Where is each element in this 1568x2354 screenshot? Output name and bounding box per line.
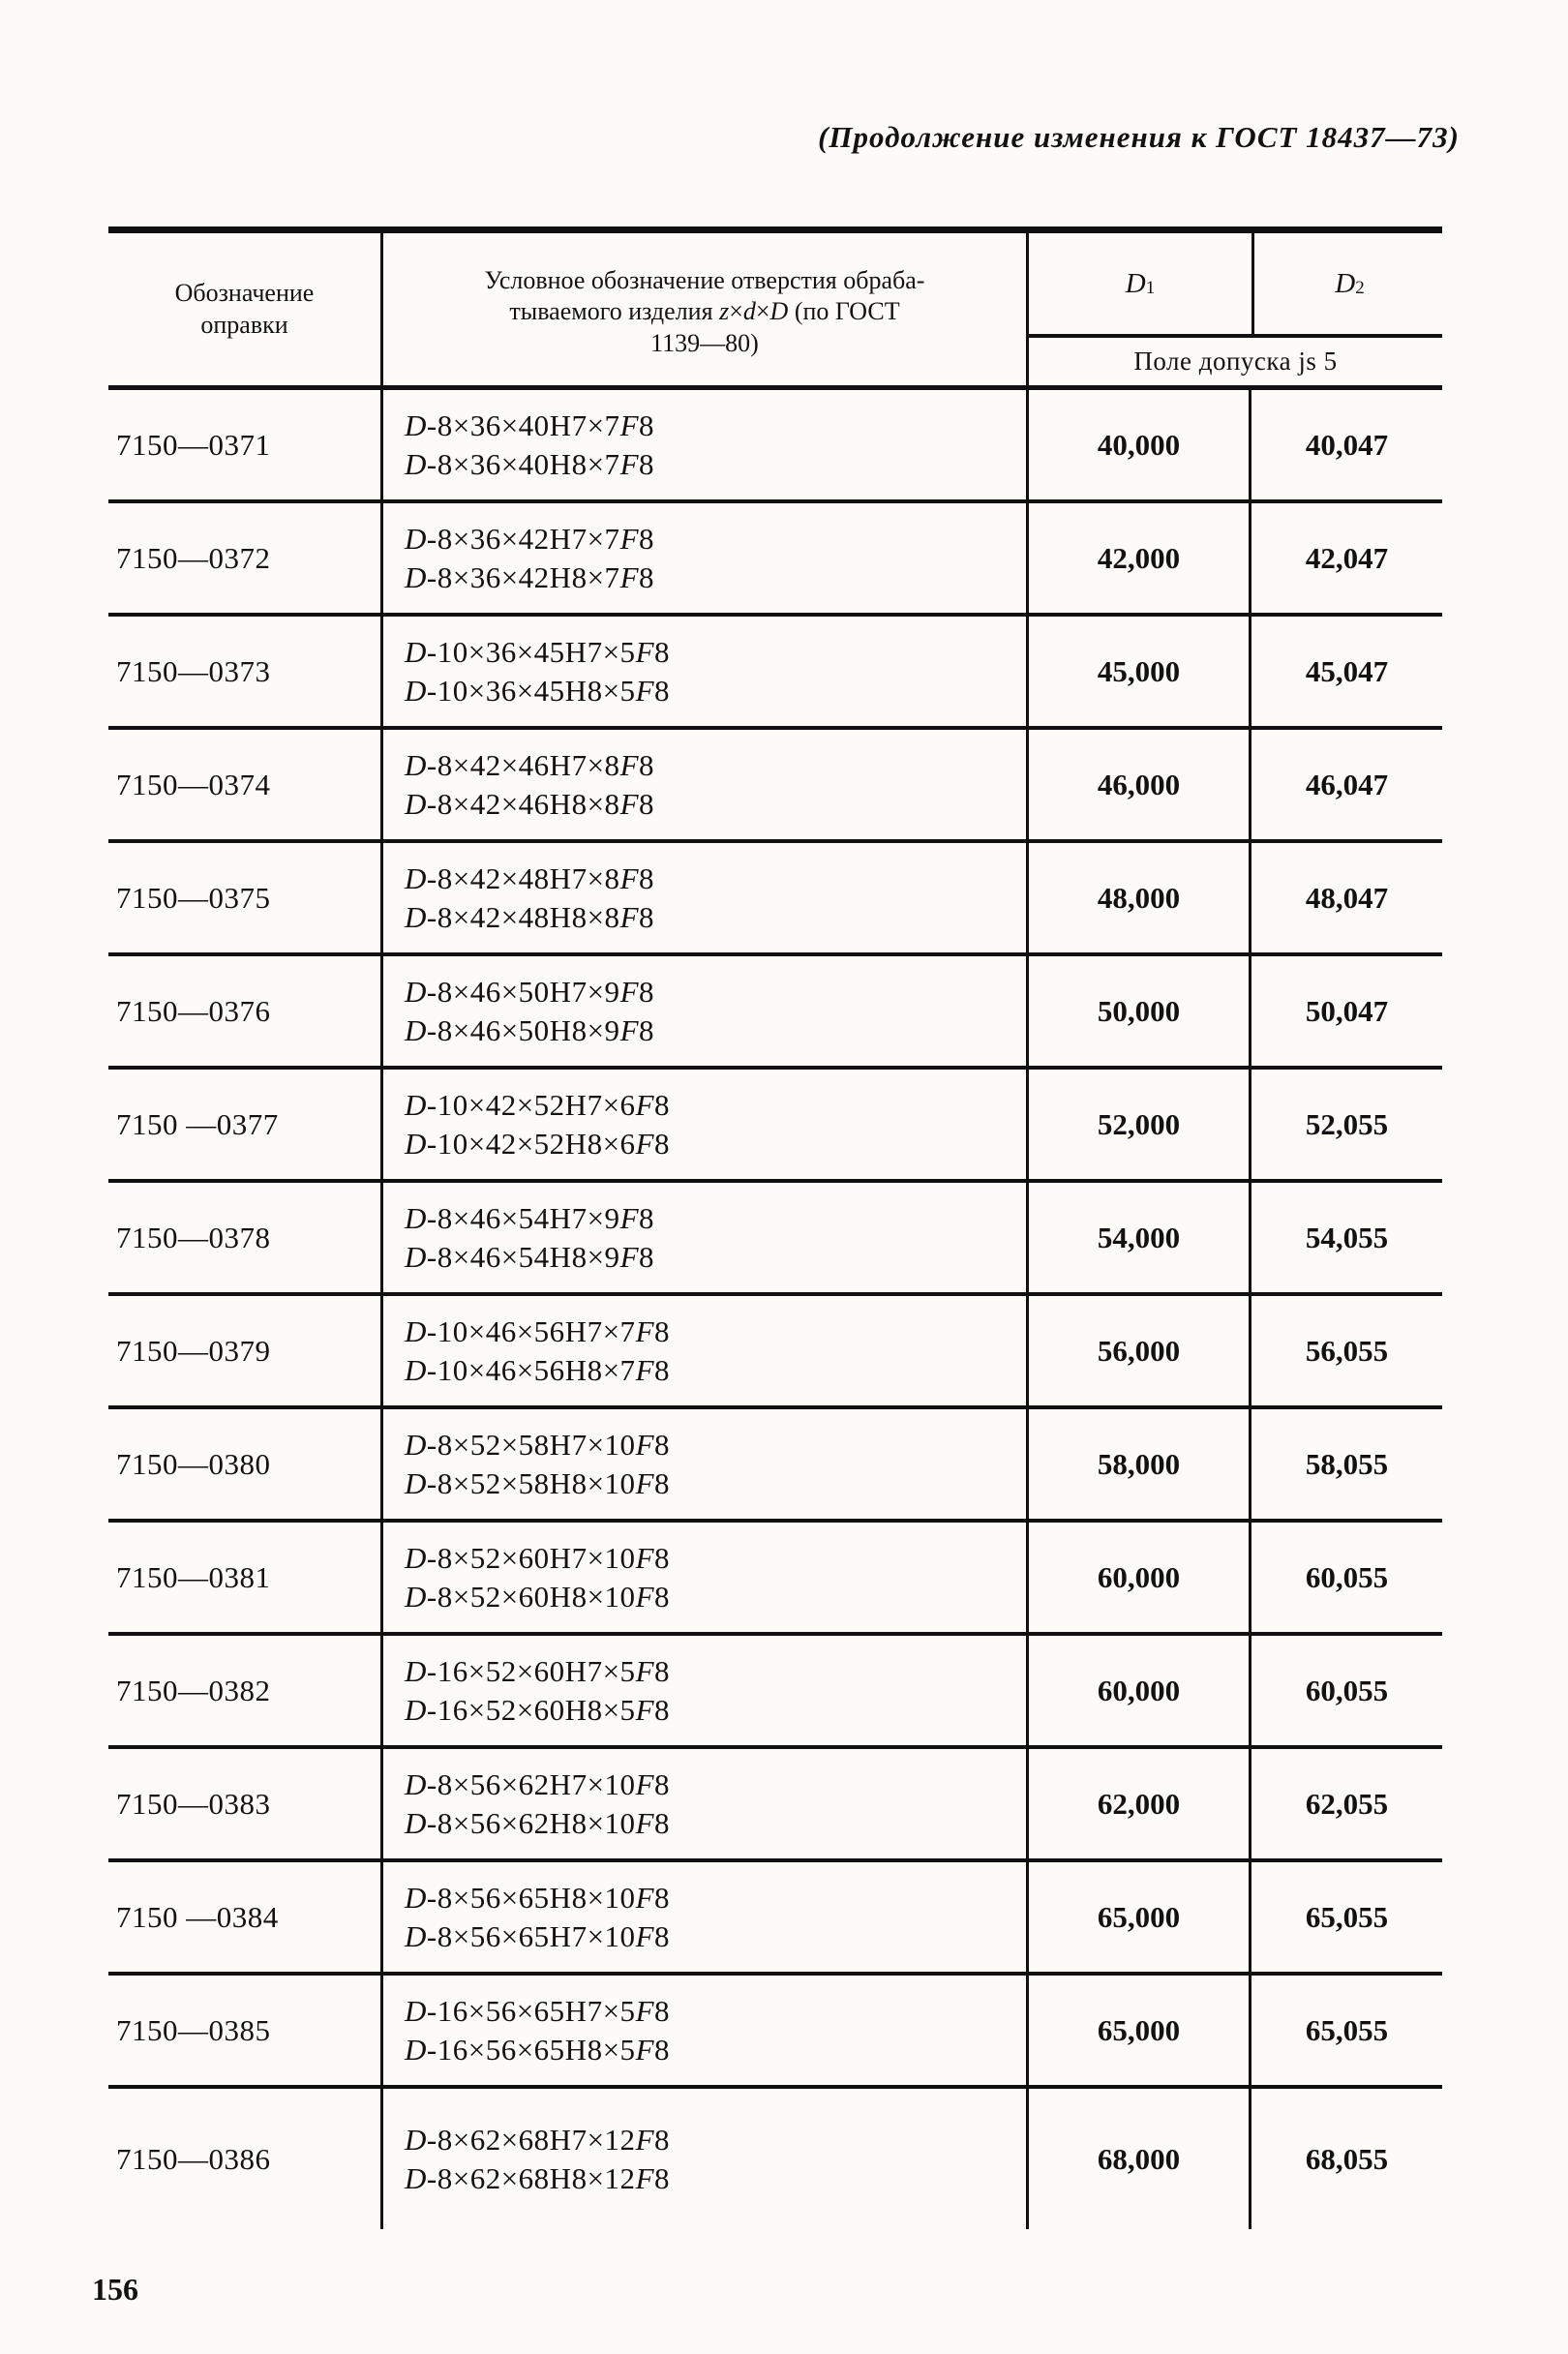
designation-cell xyxy=(380,1409,1026,1519)
designation-line-h7: D-16×56×65H7×5F8 xyxy=(405,1993,670,2028)
designation-line-h8: D-8×56×62H8×10F8 xyxy=(405,1805,670,1840)
mandrel-mark-cell: 7150—0373 xyxy=(116,653,271,688)
d1-value-cell: 56,000 xyxy=(1026,1296,1249,1405)
designation-line-h8: D-8×56×65H7×10F8 xyxy=(405,1918,670,1953)
d1-value-cell: 58,000 xyxy=(1026,1409,1249,1519)
continuation-note: (Продолжение изменения к ГОСТ 18437—73) xyxy=(818,120,1460,154)
designation-cell xyxy=(380,1636,1026,1745)
designation-line-h7: D-8×46×50H7×9F8 xyxy=(405,974,654,1009)
d2-subscript: 2 xyxy=(1355,277,1365,298)
mandrel-mark-cell: 7150—0374 xyxy=(116,767,271,801)
mandrel-mark-cell: 7150 —0377 xyxy=(116,1106,279,1141)
d2-value-cell: 62,055 xyxy=(1249,1749,1442,1858)
table-row xyxy=(108,2089,1442,2229)
d1-value-cell: 42,000 xyxy=(1026,503,1249,613)
d1-value-cell: 46,000 xyxy=(1026,730,1249,839)
designation-cell xyxy=(380,843,1026,952)
mandrel-mark-cell: 7150—0380 xyxy=(116,1446,271,1481)
d1-value-cell: 60,000 xyxy=(1026,1636,1249,1745)
page-number: 156 xyxy=(92,2272,138,2307)
designation-line-h8: D-8×36×40H8×7F8 xyxy=(405,446,654,481)
d1-symbol: D xyxy=(1125,267,1146,299)
d2-value-cell: 58,055 xyxy=(1249,1409,1442,1519)
table-row xyxy=(108,730,1442,843)
designation-line-h8: D-8×36×42H8×7F8 xyxy=(405,559,654,594)
designation-cell xyxy=(380,1862,1026,1972)
d1-value-cell: 50,000 xyxy=(1026,956,1249,1066)
designation-line-h7: D-8×36×40H7×7F8 xyxy=(405,407,654,442)
table-row xyxy=(108,1070,1442,1183)
designation-cell xyxy=(380,390,1026,499)
table-row xyxy=(108,617,1442,730)
designation-cell xyxy=(380,1523,1026,1632)
mandrel-mark-cell: 7150—0371 xyxy=(116,427,271,462)
designation-line-h7: D-8×52×58H7×10F8 xyxy=(405,1427,670,1462)
designation-cell xyxy=(380,1296,1026,1405)
designation-line-h7: D-8×56×65H8×10F8 xyxy=(405,1880,670,1915)
d2-value-cell: 54,055 xyxy=(1249,1183,1442,1292)
col-header-d1 xyxy=(1029,233,1251,334)
mandrel-table xyxy=(108,226,1442,2229)
designation-line-h7: D-8×42×46H7×8F8 xyxy=(405,747,654,782)
d1-value-cell: 45,000 xyxy=(1026,617,1249,726)
table-row xyxy=(108,1409,1442,1523)
table-row xyxy=(108,503,1442,617)
col-header-designation-line-3: 1139—80) xyxy=(650,328,759,357)
designation-cell xyxy=(380,2089,1026,2229)
mandrel-mark-cell: 7150—0378 xyxy=(116,1220,271,1254)
d1-value-cell: 48,000 xyxy=(1026,843,1249,952)
d2-value-cell: 46,047 xyxy=(1249,730,1442,839)
designation-line-h8: D-8×62×68H8×12F8 xyxy=(405,2160,670,2195)
designation-line-h8: D-8×46×50H8×9F8 xyxy=(405,1012,654,1047)
table-header xyxy=(108,233,1442,390)
designation-line-h7: D-8×42×48H7×8F8 xyxy=(405,860,654,895)
designation-line-h7: D-16×52×60H7×5F8 xyxy=(405,1653,670,1688)
designation-line-h8: D-16×52×60H8×5F8 xyxy=(405,1692,670,1727)
col-header-designation xyxy=(380,233,1026,385)
d2-value-cell: 40,047 xyxy=(1249,390,1442,499)
designation-line-h7: D-8×62×68H7×12F8 xyxy=(405,2122,670,2157)
designation-cell xyxy=(380,956,1026,1066)
table-row xyxy=(108,1183,1442,1296)
d2-value-cell: 50,047 xyxy=(1249,956,1442,1066)
designation-line-h7: D-10×36×45H7×5F8 xyxy=(405,634,670,669)
d1-value-cell: 52,000 xyxy=(1026,1070,1249,1179)
d2-symbol: D xyxy=(1335,267,1356,299)
d1-value-cell: 65,000 xyxy=(1026,1862,1249,1972)
d2-value-cell: 48,047 xyxy=(1249,843,1442,952)
mandrel-mark-cell: 7150—0381 xyxy=(116,1559,271,1594)
d1-value-cell: 54,000 xyxy=(1026,1183,1249,1292)
designation-line-h7: D-8×36×42H7×7F8 xyxy=(405,521,654,556)
d2-value-cell: 60,055 xyxy=(1249,1636,1442,1745)
designation-line-h8: D-8×42×48H8×8F8 xyxy=(405,899,654,934)
diameter-symbols-row xyxy=(1029,233,1442,334)
d2-value-cell: 65,055 xyxy=(1249,1862,1442,1972)
table-row xyxy=(108,1749,1442,1862)
designation-line-h7: D-8×46×54H7×9F8 xyxy=(405,1200,654,1235)
d2-value-cell: 60,055 xyxy=(1249,1523,1442,1632)
designation-cell xyxy=(380,617,1026,726)
col-header-designation-line-1: Условное обозначение отверстия обраба- xyxy=(484,265,925,294)
col-header-mark-label: Обозначение оправки xyxy=(174,279,315,339)
mandrel-mark-cell: 7150—0382 xyxy=(116,1673,271,1707)
table-row xyxy=(108,390,1442,503)
mandrel-mark-cell: 7150—0386 xyxy=(116,2141,271,2176)
table-row xyxy=(108,1976,1442,2089)
designation-line-h8: D-8×52×58H8×10F8 xyxy=(405,1465,670,1500)
designation-line-h8: D-10×46×56H8×7F8 xyxy=(405,1352,670,1387)
table-body xyxy=(108,390,1442,2229)
designation-line-h8: D-16×56×65H8×5F8 xyxy=(405,2032,670,2067)
designation-cell xyxy=(380,1183,1026,1292)
d1-value-cell: 62,000 xyxy=(1026,1749,1249,1858)
d2-value-cell: 42,047 xyxy=(1249,503,1442,613)
mandrel-mark-cell: 7150—0376 xyxy=(116,993,271,1028)
mandrel-mark-cell: 7150—0385 xyxy=(116,2012,271,2047)
designation-cell xyxy=(380,503,1026,613)
designation-cell xyxy=(380,730,1026,839)
d1-value-cell: 60,000 xyxy=(1026,1523,1249,1632)
col-header-designation-line-2: тываемого изделия z×d×D (по ГОСТ xyxy=(509,297,900,326)
designation-cell xyxy=(380,1070,1026,1179)
mandrel-mark-cell: 7150—0379 xyxy=(116,1333,271,1368)
d2-value-cell: 68,055 xyxy=(1249,2089,1442,2229)
designation-line-h7: D-10×42×52H7×6F8 xyxy=(405,1087,670,1122)
mandrel-mark-cell: 7150—0383 xyxy=(116,1786,271,1821)
table-row xyxy=(108,956,1442,1070)
table-row xyxy=(108,843,1442,956)
table-row xyxy=(108,1296,1442,1409)
d1-value-cell: 65,000 xyxy=(1026,1976,1249,2085)
designation-line-h8: D-10×42×52H8×6F8 xyxy=(405,1126,670,1161)
designation-line-h7: D-8×52×60H7×10F8 xyxy=(405,1540,670,1575)
designation-line-h8: D-8×42×46H8×8F8 xyxy=(405,786,654,821)
d1-value-cell: 40,000 xyxy=(1026,390,1249,499)
mandrel-mark-cell: 7150 —0384 xyxy=(116,1899,279,1934)
table-row xyxy=(108,1862,1442,1976)
d2-value-cell: 45,047 xyxy=(1249,617,1442,726)
designation-line-h8: D-8×52×60H8×10F8 xyxy=(405,1579,670,1614)
d2-value-cell: 56,055 xyxy=(1249,1296,1442,1405)
d2-value-cell: 52,055 xyxy=(1249,1070,1442,1179)
designation-cell xyxy=(380,1749,1026,1858)
designation-line-h7: D-8×56×62H7×10F8 xyxy=(405,1766,670,1801)
designation-line-h8: D-8×46×54H8×9F8 xyxy=(405,1239,654,1274)
table-row xyxy=(108,1523,1442,1636)
d1-subscript: 1 xyxy=(1145,277,1156,298)
d2-value-cell: 65,055 xyxy=(1249,1976,1442,2085)
designation-line-h7: D-10×46×56H7×7F8 xyxy=(405,1313,670,1348)
mandrel-mark-cell: 7150—0375 xyxy=(116,880,271,915)
col-header-mark xyxy=(108,233,380,385)
col-header-diameters xyxy=(1026,233,1442,385)
designation-cell xyxy=(380,1976,1026,2085)
tolerance-field-header: Поле допуска js 5 xyxy=(1029,334,1442,385)
designation-line-h8: D-10×36×45H8×5F8 xyxy=(405,673,670,708)
table-row xyxy=(108,1636,1442,1749)
col-header-d2 xyxy=(1251,233,1445,334)
d1-value-cell: 68,000 xyxy=(1026,2089,1249,2229)
mandrel-mark-cell: 7150—0372 xyxy=(116,540,271,575)
